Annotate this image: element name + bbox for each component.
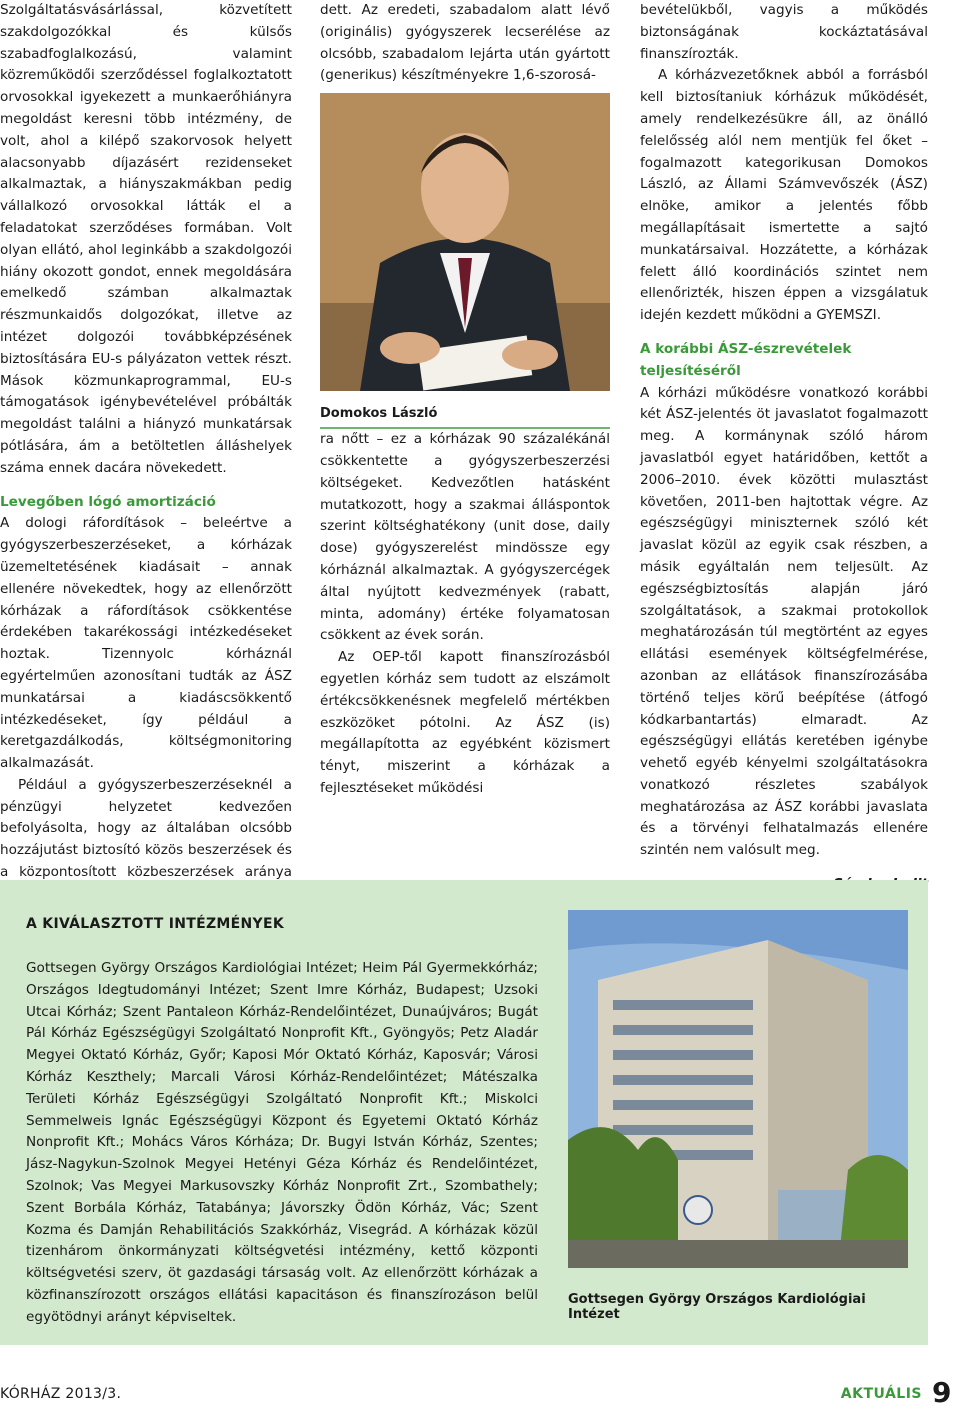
hospital-photo (568, 910, 908, 1268)
box-title: A KIVÁLASZTOTT INTÉZMÉNYEK (26, 916, 284, 932)
col3-paragraph-3: A kórházi működésre vonatkozó korábbi két ÁSZ-jelentés öt javaslatot fogalmazott meg. A kormánynak szóló három javaslatból egyet határidőben, kettőt a 2006–2010. évek közötti mulasztást követően, 2011-ben hajtottak végre. Az egészségügyi miniszternek szóló két javaslat közül az egyik csak részben, a másik egyáltalán nem teljesült. Az egészségbiztosítás alapján járó szolgáltatások, a szakmai protokollok meghatározásán túl megtörtént az egyes ellátási események költségfelmérése, azonban az ellátások finanszírozásába történő teljes körű beépítése (átfogó kódkarbantartás) elmaradt. Az egészségügyi ellátás keretében igénybe vehető egyéb kényelmi szolgáltatásokra vonatkozó részletes szabályok meghatározása az ÁSZ korábbi javaslata és a törvényi felhatalmazás ellenére szintén nem valósult meg. (640, 384, 928, 859)
portrait-illustration (320, 93, 610, 391)
column-3 (640, 0, 928, 896)
col2-paragraph-1: dett. Az eredeti, szabadalom alatt lévő (originális) gyógyszerek lecserélése az olcsóbb, szabadalom lejárta után gyártott (generikus) készítményekre 1,6-szorosá- (320, 2, 610, 84)
column-2 (320, 0, 610, 800)
col1-paragraph-3: Például a gyógyszerbeszerzéseknél a pénzügyi helyzetet kedvezően befolyásolta, hogy az általában olcsóbb hozzájutást biztosító közös beszerzések és a központosított közbeszerzések aránya (0, 776, 292, 881)
footer-publication: KÓRHÁZ 2013/3. (0, 1386, 122, 1402)
portrait-photo (320, 93, 610, 391)
selected-institutions-box (0, 880, 928, 1345)
hospital-building-illustration (568, 910, 908, 1268)
box-text: Gottsegen György Országos Kardiológiai Intézet; Heim Pál Gyermekkórház; Országos Idegtudományi Intézet; Szent Imre Kórház, Budapest; Uzsoki Utcai Kórház; Szent Pantaleon Kórház-Rendelőintézet, Dunaújváros; Bugát Pál Kórház Egészségügyi Szolgáltató Nonprofit Kft., Gyöngyös; Petz Aladár Megyei Oktató Kórház, Győr; Kaposi Mór Oktató Kórház, Kaposvár; Városi Kórház Keszthely; Marcali Városi Kórház-Rendelőintézet; Mátészalka Területi Kórház Egészségügyi Szolgáltató Nonprofit Kft.; Miskolci Semmelweis Ignác Egészségügyi Központ és Egyetemi Oktató Kórház Nonprofit Kft.; Mohács Város Kórháza; Dr. Bugyi István Kórház, Szentes; Jász-Nagykun-Szolnok Megyei Hetényi Géza Kórház és Rendelőintézet, Szolnok; Vas Megyei Markusovszky Kórház Nonprofit Zrt., Szombathely; Szent Borbála Kórház, Tatabánya; Jávorszky Ödön Kórház, Vác; Szent Kozma és Damján Rehabilitációs Szakkórház, Visegrád. A kórházak közül tizenhárom önkormányzati költségvetési intézmény, kettő központi költségvetési szerv, öt gazdasági társaság volt. Az ellenőrzött kórházak a közfinanszírozott országos ellátási kapacitáson és finanszírozáson belül egyötödnyi arányt képviseltek. (26, 960, 538, 1325)
col1-paragraph-2: A dologi ráfordítások – beleértve a gyógyszerbeszerzéseket, a kórházak üzemeltetésének kiadásait – annak ellenére növekedtek, hogy az ellenőrzött kórházak a ráfordítások csökkentése érdekében takarékossági intézkedéseket hoztak. Tizennyolc kórháznál egyértelműen azonosítani tudták az ÁSZ munkatársai a kiadáscsökkentő intézkedéseket, így például a keretgazdálkodás, költségmonitoring alkalmazását. (0, 515, 292, 772)
col1-paragraph-1: Szolgáltatásvásárlással, közvetített szakdolgozókkal és külsős szabadfoglalkozású, valamint közreműködői szerződéssel foglalkoztatott orvosokkal igyekezett a munkaerőhiányra megoldást keresni több intézmény, de volt, ahol a kilépő szakorvosok helyett alacsonyabb díjazásért rezidenseket alkalmaztak, a hiányszakmákban pedig vállalkozó orvosokkal látták el a feladatokat szerződéses formában. Volt olyan ellátó, ahol leginkább a szakdolgozói hiány okozott gondot, ennek megoldására emelkedő számban alkalmaztak részmunkaidős dolgozókat, illetve az intézet dolgozói továbbképzésének biztosítására EU-s pályázaton vettek részt. Mások közmunkaprogrammal, EU-s támogatások igénybevételével próbálták megoldást találni a hiányzó munkatársak pótlására, ám a betöltetlen álláshelyek száma ennek dacára növekedett. (0, 2, 292, 476)
col3-paragraph-1: bevételükből, vagyis a működés biztonságának kockáztatásával finanszírozták. (640, 2, 928, 62)
portrait-caption: Domokos László (320, 405, 610, 429)
column-1 (0, 0, 292, 906)
footer-section: AKTUÁLIS (840, 1386, 922, 1402)
col2-paragraph-2: ra nőtt – ez a kórházak 90 százalékánál csökkentette a gyógyszerbeszerzési költségeket. Kedvezőtlen hatásként mutatkozott, hogy a szakmai álláspontok szerint költséghatékony (unit dose, daily dose) gyógyszerelést mindössze egy kórháznál alkalmaztak. A gyógyszercégek által nyújtott kedvezmények (rabatt, minta, adomány) értéke folyamatosan csökkent az évek során. (320, 431, 610, 644)
page-number: 9 (932, 1376, 952, 1409)
section-heading-amortization: Levegőben lógó amortizáció (0, 493, 216, 510)
col3-paragraph-2: A kórházvezetőknek abból a forrásból kell biztosítaniuk kórházuk működését, amely rendelkezésükre áll, az önálló felelősség alól nem mentjük fel őket – fogalmazott kategorikusan Domokos László, az Állami Számvevőszék (ÁSZ) elnöke, amikor a jelentés főbb megállapításait ismertette a sajtó munkatársaival. Hozzátette, a kórházak felett álló koordinációs szintet nem ellenőrizték, hiszen éppen a vizsgálatuk idején kezdett működni a GYEMSZI. (640, 67, 928, 324)
hospital-photo-caption: Gottsegen György Országos Kardiológiai Intézet (568, 1292, 866, 1322)
section-heading-previous-findings: A korábbi ÁSZ-észrevételek teljesítéséről (640, 340, 852, 379)
col2-paragraph-3: Az OEP-től kapott finanszírozásból egyetlen kórház sem tudott az elszámolt értékcsökkenésnek megfelelő mértékben eszközöket pótolni. Az ÁSZ (is) megállapította az egyébként közismert tényt, miszerint a kórházak a fejlesztéseket működési (320, 649, 610, 796)
